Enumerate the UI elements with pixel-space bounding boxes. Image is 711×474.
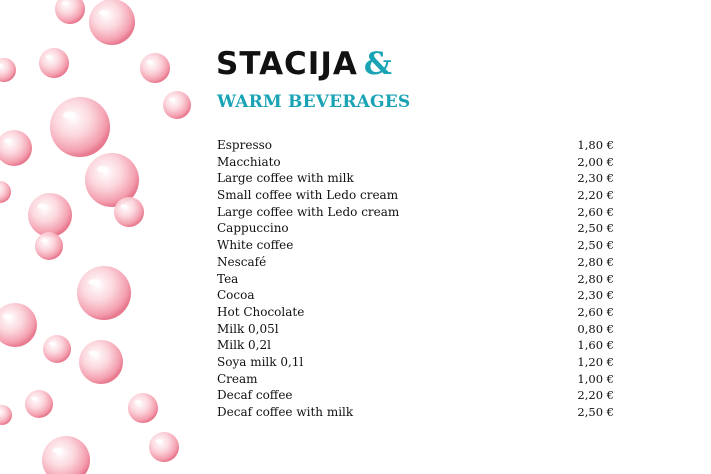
bubble-highlight (4, 139, 12, 143)
bubble (0, 303, 37, 347)
bubble (79, 340, 123, 384)
bubble-highlight (49, 342, 55, 345)
bubble (42, 436, 90, 474)
menu-item-name: Cream (217, 371, 258, 386)
menu-item-name: Espresso (217, 138, 272, 152)
bubble-highlight (134, 400, 141, 404)
menu-item (217, 220, 614, 237)
menu-item-name: Small coffee with Ledo cream (217, 188, 399, 203)
menu-item-price: 2,20 € (577, 388, 614, 403)
menu-item (217, 337, 614, 354)
bubble-highlight (169, 98, 175, 101)
bubble (0, 181, 11, 203)
bubble (25, 390, 53, 418)
bubble (89, 0, 135, 45)
menu-item-price: 1,00 € (577, 371, 614, 386)
bubble-highlight (45, 55, 52, 59)
menu-item (217, 204, 614, 221)
menu-item (217, 371, 614, 388)
bubble (50, 97, 110, 157)
menu-item-price: 2,30 € (577, 171, 614, 186)
menu-item-name: White coffee (217, 238, 294, 253)
menu-item-name: Large coffee with milk (217, 171, 354, 186)
bubble (140, 53, 170, 83)
bubble-highlight (41, 239, 47, 242)
menu-item (217, 187, 614, 204)
menu-item-name: Macchiato (217, 154, 281, 169)
bubble (0, 130, 32, 166)
bubble (0, 405, 12, 425)
beverage-menu (217, 137, 614, 421)
menu-item-price: 2,60 € (577, 204, 614, 219)
menu-item-price: 2,00 € (577, 154, 614, 169)
bubble (149, 432, 179, 462)
menu-item-name: Decaf coffee (217, 388, 293, 403)
bubble (39, 48, 69, 78)
bubble (77, 266, 131, 320)
menu-item (217, 254, 614, 271)
bubble-highlight (37, 204, 47, 209)
menu-item (217, 137, 614, 154)
menu-item-price: 1,20 € (577, 354, 614, 369)
bubble (163, 91, 191, 119)
menu-item-name: Hot Chocolate (217, 304, 305, 319)
menu-item-name: Tea (217, 271, 239, 286)
menu-item-price: 2,60 € (577, 304, 614, 319)
menu-item-name: Nescafé (217, 254, 267, 269)
menu-item-price: 2,20 € (577, 188, 614, 203)
bubble-highlight (146, 60, 153, 64)
menu-item-price: 1,60 € (577, 338, 614, 353)
brand-ampersand: & (363, 46, 392, 82)
menu-item (217, 304, 614, 321)
bubble (55, 0, 85, 24)
menu-item-name: Soya milk 0,1l (217, 354, 304, 369)
menu-item-price: 2,50 € (577, 405, 614, 419)
bubble (128, 393, 158, 423)
bubble-highlight (31, 397, 37, 400)
menu-item (217, 404, 614, 421)
bubble-highlight (61, 1, 68, 5)
title-row (216, 46, 392, 82)
bubble-highlight (89, 279, 101, 285)
menu-item (217, 354, 614, 371)
menu-item-price: 2,50 € (577, 221, 614, 236)
menu-item (217, 287, 614, 304)
menu-item-name: Decaf coffee with milk (217, 405, 354, 419)
menu-item-price: 1,80 € (577, 138, 614, 152)
bubble-highlight (2, 314, 12, 319)
bubble-highlight (52, 448, 63, 454)
menu-item-price: 2,30 € (577, 288, 614, 303)
bubble-highlight (99, 10, 109, 16)
menu-item-name: Cappuccino (217, 221, 289, 236)
bubble (35, 232, 63, 260)
menu-item (217, 154, 614, 171)
bubble-highlight (97, 166, 109, 172)
bubble (28, 193, 72, 237)
menu-item (217, 271, 614, 288)
menu-item-price: 2,80 € (577, 271, 614, 286)
menu-item-name: Cocoa (217, 288, 255, 303)
bubble (114, 197, 144, 227)
bubble-highlight (120, 204, 127, 208)
bubble (0, 58, 16, 82)
bubble-highlight (88, 351, 98, 356)
bubble (43, 335, 71, 363)
menu-item-name: Milk 0,2l (217, 338, 271, 353)
bubble-highlight (155, 439, 162, 443)
brand-name: STACIJA (216, 46, 358, 82)
menu-item-price: 2,80 € (577, 254, 614, 269)
decorative-bubbles (0, 0, 210, 474)
menu-item-price: 0,80 € (577, 321, 614, 336)
menu-item-name: Milk 0,05l (217, 321, 279, 336)
menu-item-name: Large coffee with Ledo cream (217, 204, 400, 219)
section-title: WARM BEVERAGES (217, 92, 411, 112)
bubble-highlight (63, 111, 76, 118)
menu-item-price: 2,50 € (577, 238, 614, 253)
menu-item (217, 321, 614, 338)
menu-item (217, 237, 614, 254)
menu-item (217, 387, 614, 404)
menu-item (217, 170, 614, 187)
